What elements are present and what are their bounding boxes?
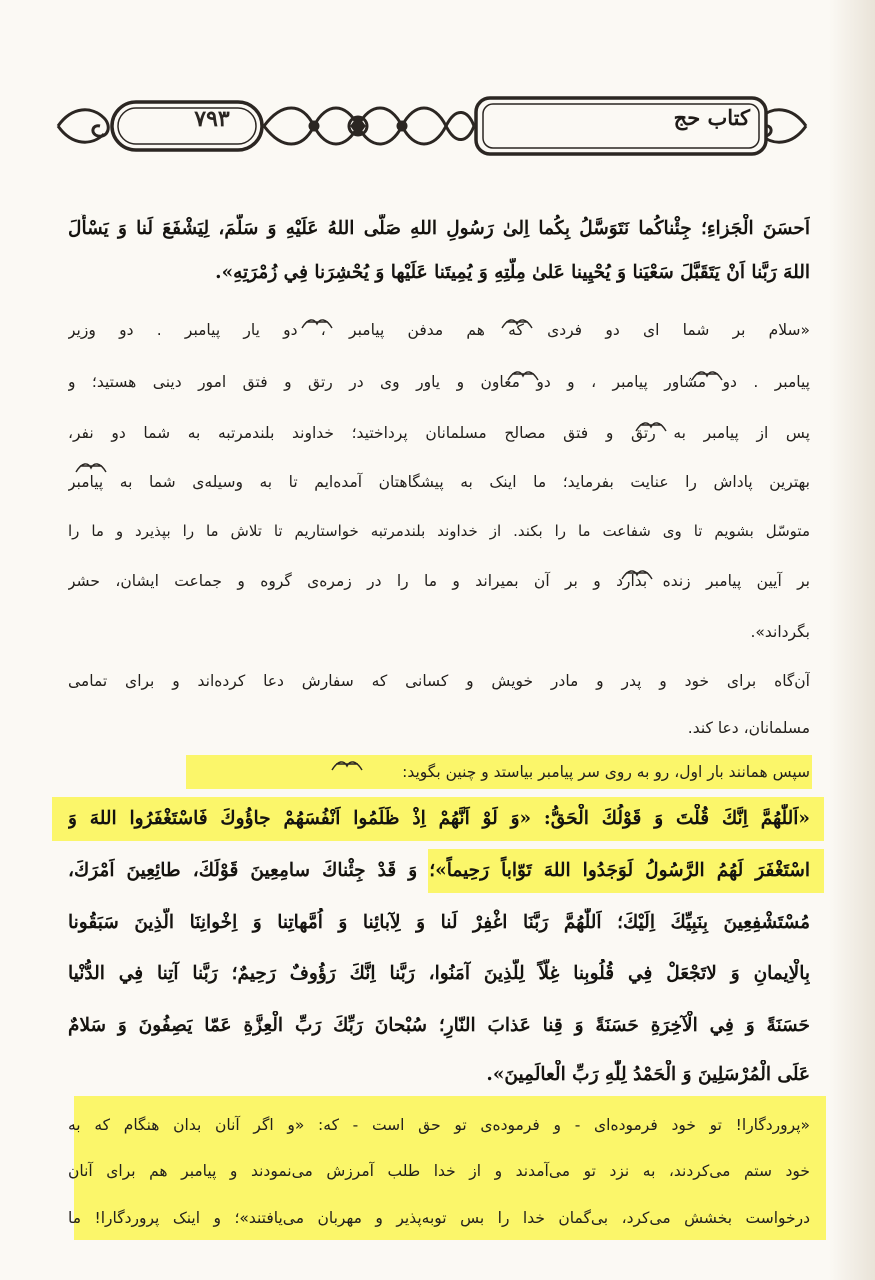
book-title: کتاب حج bbox=[673, 105, 750, 130]
honorific-glyph-icon bbox=[330, 758, 364, 774]
text-line: پس از پیامبر به رتق و فتق مصالح مسلمانان پرداختید؛ خداوند بلندمرتبه به شما دو نفر، bbox=[68, 424, 810, 442]
text-line: بر آیین پیامبر زنده بدارد و بر آن بمیراند و ما را در زمره‌ی گروه و جماعت ایشان، حشر bbox=[68, 572, 810, 590]
honorific-glyph-icon bbox=[620, 567, 654, 583]
text-line: «اَللّٰهُمَّ اِنَّكَ قُلْتَ وَ قَوْلُكَ الْحَقُّ: «وَ لَوْ اَنَّهُمْ اِذْ ظَلَمُوا اَنْفُسَهُمْ جاؤُوكَ فَاسْتَغْفَرُوا اللهَ وَ bbox=[68, 808, 810, 829]
text-line: پیامبر . دو مشاور پیامبر ، و دو معاون و یاور وی در رتق و فتق امور دینی هستید؛ و bbox=[68, 373, 810, 391]
text-line: درخواست بخشش می‌کرد، بی‌گمان خدا را بس توبه‌پذیر و مهربان می‌یافتند»؛ و اینک پروردگارا! ما bbox=[68, 1209, 810, 1227]
text-line: مُسْتَشْفِعِينَ بِنَبِيِّكَ اِلَيْكَ؛ اَللّٰهُمَّ رَبَّنَا اغْفِرْ لَنا وَ لِآبائِنا وَ اُمَّهاتِنا وَ اِخْوانِنَا الَّذِينَ سَبَقُونا bbox=[68, 912, 810, 933]
text-line: بهترین پاداش را عنایت بفرماید؛ ما اینک به پیشگاهتان آمده‌ایم تا به وسیله‌ی شما به پیامبر bbox=[68, 473, 810, 491]
text-line: اسْتَغْفَرَ لَهُمُ الرَّسُولُ لَوَجَدُوا اللهَ تَوّاباً رَحِيماً»؛ وَ قَدْ جِئْناكَ سامِعِينَ قَوْلَكَ، طائِعِينَ اَمْرَكَ، bbox=[68, 860, 810, 881]
text-line: اَحسَنَ الْجَزاءِ؛ جِئْناكُما نَتَوَسَّلُ بِكُما اِلىٰ رَسُولِ اللهِ صَلَّى اللهُ عَلَيْهِ وَ سَلَّمَ، لِيَشْفَعَ لَنا وَ يَسْأَلَ bbox=[68, 218, 810, 239]
text-line: متوسّل بشویم تا وی شفاعت ما را بکند. از خداوند بلندمرتبه خواستاریم تا تلاش ما را بپذیرد و ما را bbox=[68, 522, 810, 540]
text-line: حَسَنَةً وَ فِي الْآخِرَةِ حَسَنَةً وَ قِنا عَذابَ النّارِ؛ سُبْحانَ رَبِّكَ رَبِّ الْعِزَّةِ عَمّا يَصِفُونَ وَ سَلامٌ bbox=[68, 1015, 810, 1036]
text-line: «سلام بر شما ای دو فردی که هم مدفن پیامبر ، دو یار پیامبر . دو وزیر bbox=[68, 321, 810, 339]
honorific-glyph-icon bbox=[300, 316, 334, 332]
text-line: آن‌گاه برای خود و پدر و مادر خویش و کسانی که سفارش دعا کرده‌اند و برای تمامی bbox=[68, 672, 810, 690]
text-line: عَلَى الْمُرْسَلِينَ وَ الْحَمْدُ لِلّٰهِ رَبِّ الْعالَمِينَ». bbox=[486, 1064, 810, 1085]
text-line: مسلمانان، دعا کند. bbox=[687, 719, 810, 737]
honorific-glyph-icon bbox=[500, 316, 534, 332]
text-line: بِالْاِيمانِ وَ لاتَجْعَلْ فِي قُلُوبِنا غِلّاً لِلَّذِينَ آمَنُوا، رَبَّنا اِنَّكَ رَؤُوفٌ رَحِيمٌ؛ رَبَّنا آتِنا فِي الدُّنْيا bbox=[68, 963, 810, 984]
text-line: سپس همانند بار اول، رو به روی سر پیامبر بیاستد و چنین بگوید: bbox=[402, 763, 810, 781]
text-line: «پروردگارا! تو خود فرموده‌ای - و فرموده‌ی تو حق است - که: «و اگر آنان بدان هنگام که به bbox=[68, 1116, 810, 1134]
page-number: ۷۹۳ bbox=[194, 106, 230, 132]
text-line: اللهَ رَبَّنا اَنْ يَتَقَبَّلَ سَعْيَنا وَ يُحْيِينا عَلىٰ مِلَّتِهِ وَ يُمِيتَنا عَلَيْها وَ يُحْشِرَنا فِي زُمْرَتِهِ». bbox=[215, 262, 810, 283]
page-edge-shadow bbox=[829, 0, 875, 1280]
honorific-glyph-icon bbox=[74, 460, 108, 476]
text-line: خود ستم می‌کردند، به نزد تو می‌آمدند و از خدا طلب آمرزش می‌نمودند و پیامبر هم برای آنان bbox=[68, 1162, 810, 1180]
page-header bbox=[52, 92, 812, 160]
text-line: بگرداند». bbox=[750, 623, 810, 641]
honorific-glyph-icon bbox=[634, 419, 668, 435]
honorific-glyph-icon bbox=[506, 368, 540, 384]
honorific-glyph-icon bbox=[690, 368, 724, 384]
